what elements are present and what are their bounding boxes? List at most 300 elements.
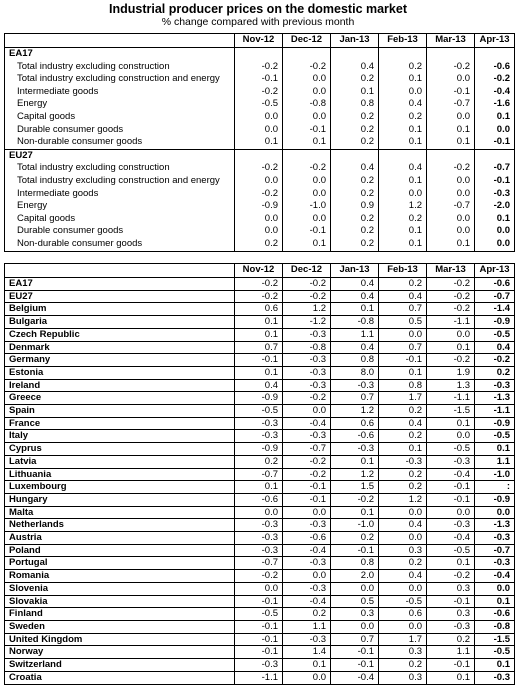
value-cell: -2.0 <box>475 200 515 213</box>
row-label: Total industry excluding construction <box>5 162 235 175</box>
value-cell: 0.2 <box>331 136 379 149</box>
value-cell: -0.3 <box>283 379 331 392</box>
value-cell: -0.9 <box>235 200 283 213</box>
month-header: Dec-12 <box>283 34 331 48</box>
value-cell: -0.1 <box>283 225 331 238</box>
value-cell: 0.1 <box>283 238 331 251</box>
group-empty-cell <box>235 48 283 61</box>
value-cell: 0.1 <box>235 136 283 149</box>
value-cell: -0.8 <box>283 341 331 354</box>
table-row <box>5 582 515 595</box>
value-cell: 0.2 <box>331 175 379 188</box>
value-cell: -1.4 <box>475 303 515 316</box>
value-cell: 0.7 <box>379 341 427 354</box>
value-cell: -1.0 <box>475 468 515 481</box>
value-cell: 0.1 <box>427 124 475 137</box>
value-cell: -0.1 <box>235 595 283 608</box>
row-label: Durable consumer goods <box>5 124 235 137</box>
value-cell: 0.0 <box>283 405 331 418</box>
value-cell: -0.1 <box>427 481 475 494</box>
value-cell: -0.6 <box>475 608 515 621</box>
table-row <box>5 595 515 608</box>
value-cell: -0.2 <box>427 61 475 74</box>
value-cell: -0.3 <box>283 519 331 532</box>
table-row <box>5 646 515 659</box>
table-row <box>5 493 515 506</box>
value-cell: -0.3 <box>283 633 331 646</box>
value-cell: 0.4 <box>475 341 515 354</box>
table-row <box>5 532 515 545</box>
value-cell: -0.3 <box>331 379 379 392</box>
table-row <box>5 73 515 86</box>
value-cell: 0.0 <box>283 671 331 684</box>
table-row <box>5 354 515 367</box>
value-cell: 0.0 <box>427 506 475 519</box>
value-cell: -1.1 <box>235 671 283 684</box>
value-cell: -0.2 <box>475 73 515 86</box>
value-cell: -0.1 <box>427 659 475 672</box>
table-row <box>5 544 515 557</box>
value-cell: -0.1 <box>283 481 331 494</box>
value-cell: -0.3 <box>235 417 283 430</box>
value-cell: 1.1 <box>331 328 379 341</box>
value-cell: 0.2 <box>379 405 427 418</box>
value-cell: 1.2 <box>283 303 331 316</box>
value-cell: 1.7 <box>379 633 427 646</box>
row-label: Energy <box>5 200 235 213</box>
country-label: EU27 <box>5 290 235 303</box>
value-cell: -0.3 <box>427 620 475 633</box>
value-cell: 0.4 <box>379 519 427 532</box>
table-row <box>5 200 515 213</box>
value-cell: -0.7 <box>235 468 283 481</box>
table-row <box>5 468 515 481</box>
value-cell: -1.2 <box>283 316 331 329</box>
value-cell: 0.0 <box>283 175 331 188</box>
group-empty-cell <box>331 48 379 61</box>
value-cell: 0.1 <box>283 659 331 672</box>
value-cell: -0.2 <box>427 354 475 367</box>
table-row <box>5 213 515 226</box>
group-empty-cell <box>475 149 515 162</box>
value-cell: -0.2 <box>427 303 475 316</box>
table-row <box>5 61 515 74</box>
value-cell: -0.5 <box>475 430 515 443</box>
country-label: Lithuania <box>5 468 235 481</box>
table-row <box>5 620 515 633</box>
value-cell: 0.0 <box>379 620 427 633</box>
group-empty-cell <box>283 48 331 61</box>
value-cell: 1.1 <box>427 646 475 659</box>
value-cell: -0.1 <box>475 175 515 188</box>
value-cell: -1.3 <box>475 519 515 532</box>
table-row <box>5 225 515 238</box>
table-row <box>5 162 515 175</box>
value-cell: 0.1 <box>427 238 475 251</box>
value-cell: 1.7 <box>379 392 427 405</box>
value-cell: 0.2 <box>331 124 379 137</box>
value-cell: -0.1 <box>379 354 427 367</box>
table-row <box>5 98 515 111</box>
country-label: Finland <box>5 608 235 621</box>
value-cell: 0.7 <box>379 303 427 316</box>
value-cell: -0.1 <box>235 73 283 86</box>
value-cell: 0.0 <box>427 328 475 341</box>
table-row <box>5 111 515 124</box>
value-cell: 1.5 <box>331 481 379 494</box>
value-cell: 0.4 <box>331 290 379 303</box>
value-cell: 0.1 <box>475 213 515 226</box>
table-row <box>5 405 515 418</box>
value-cell: 0.0 <box>475 582 515 595</box>
table-row <box>5 124 515 137</box>
value-cell: 0.2 <box>331 238 379 251</box>
country-label: Luxembourg <box>5 481 235 494</box>
aggregates-table <box>4 33 515 252</box>
country-label: Netherlands <box>5 519 235 532</box>
value-cell: 0.1 <box>427 671 475 684</box>
value-cell: -0.5 <box>235 405 283 418</box>
value-cell: 0.4 <box>379 417 427 430</box>
country-label: Switzerland <box>5 659 235 672</box>
value-cell: 0.4 <box>379 570 427 583</box>
country-label: Greece <box>5 392 235 405</box>
value-cell: 1.1 <box>475 455 515 468</box>
value-cell: 0.1 <box>475 443 515 456</box>
table-row <box>5 366 515 379</box>
value-cell: -0.2 <box>283 278 331 291</box>
value-cell: -0.1 <box>427 595 475 608</box>
table-row <box>5 316 515 329</box>
value-cell: -0.3 <box>235 544 283 557</box>
value-cell: 0.1 <box>379 366 427 379</box>
value-cell: -0.7 <box>427 200 475 213</box>
value-cell: 0.1 <box>235 328 283 341</box>
value-cell: 0.1 <box>427 417 475 430</box>
value-cell: 0.0 <box>283 73 331 86</box>
group-empty-cell <box>379 149 427 162</box>
value-cell: 0.2 <box>379 213 427 226</box>
value-cell: 0.2 <box>379 61 427 74</box>
value-cell: -1.3 <box>475 392 515 405</box>
table-row <box>5 175 515 188</box>
table-row <box>5 633 515 646</box>
value-cell: -0.1 <box>235 633 283 646</box>
value-cell: 0.5 <box>379 316 427 329</box>
value-cell: 0.1 <box>331 506 379 519</box>
value-cell: -0.3 <box>475 557 515 570</box>
month-header: Nov-12 <box>235 34 283 48</box>
value-cell: 0.0 <box>283 570 331 583</box>
country-label: United Kingdom <box>5 633 235 646</box>
value-cell: -0.5 <box>235 98 283 111</box>
country-label: Poland <box>5 544 235 557</box>
value-cell: 0.0 <box>427 111 475 124</box>
value-cell: 0.0 <box>235 111 283 124</box>
row-label: Total industry excluding construction and energy <box>5 73 235 86</box>
value-cell: -0.1 <box>331 659 379 672</box>
value-cell: 0.3 <box>379 671 427 684</box>
table-row <box>5 443 515 456</box>
table-row <box>5 481 515 494</box>
group-label: EU27 <box>5 149 235 162</box>
country-label: Italy <box>5 430 235 443</box>
country-label: Bulgaria <box>5 316 235 329</box>
value-cell: -0.9 <box>235 392 283 405</box>
value-cell: -0.7 <box>475 544 515 557</box>
value-cell: -0.8 <box>283 98 331 111</box>
value-cell: 0.5 <box>331 595 379 608</box>
value-cell: 0.8 <box>331 98 379 111</box>
value-cell: 0.0 <box>379 506 427 519</box>
value-cell: -0.1 <box>427 86 475 99</box>
value-cell: -0.5 <box>475 328 515 341</box>
value-cell: -0.7 <box>235 557 283 570</box>
value-cell: -0.3 <box>475 532 515 545</box>
value-cell: 1.2 <box>331 405 379 418</box>
value-cell: 0.0 <box>427 188 475 201</box>
group-empty-cell <box>235 149 283 162</box>
value-cell: 0.1 <box>379 175 427 188</box>
value-cell: -0.3 <box>427 519 475 532</box>
table-row <box>5 136 515 149</box>
value-cell: -0.2 <box>235 570 283 583</box>
value-cell: 0.0 <box>235 506 283 519</box>
value-cell: -0.3 <box>283 328 331 341</box>
value-cell: -0.8 <box>475 620 515 633</box>
value-cell: 0.4 <box>379 162 427 175</box>
value-cell: 0.2 <box>331 225 379 238</box>
value-cell: -0.9 <box>235 443 283 456</box>
value-cell: 0.2 <box>379 557 427 570</box>
row-label: Durable consumer goods <box>5 225 235 238</box>
table-row <box>5 303 515 316</box>
value-cell: -0.2 <box>235 86 283 99</box>
month-header: Feb-13 <box>379 34 427 48</box>
value-cell: 0.6 <box>331 417 379 430</box>
header-row <box>5 34 515 48</box>
value-cell: -0.6 <box>235 493 283 506</box>
country-label: Norway <box>5 646 235 659</box>
country-label: Germany <box>5 354 235 367</box>
countries-table <box>4 263 515 685</box>
country-label: Spain <box>5 405 235 418</box>
country-label: Ireland <box>5 379 235 392</box>
value-cell: -0.4 <box>427 532 475 545</box>
country-label: Denmark <box>5 341 235 354</box>
value-cell: 0.1 <box>379 73 427 86</box>
group-empty-cell <box>331 149 379 162</box>
value-cell: 0.0 <box>235 175 283 188</box>
value-cell: -0.4 <box>475 86 515 99</box>
country-label: Sweden <box>5 620 235 633</box>
value-cell: 0.2 <box>379 430 427 443</box>
document-subtitle: % change compared with previous month <box>161 16 355 28</box>
value-cell: -1.1 <box>427 392 475 405</box>
month-header: Feb-13 <box>379 264 427 278</box>
value-cell: -0.9 <box>475 417 515 430</box>
value-cell: -0.7 <box>475 290 515 303</box>
row-label: Non-durable consumer goods <box>5 136 235 149</box>
value-cell: 0.0 <box>283 188 331 201</box>
value-cell: -0.3 <box>235 519 283 532</box>
value-cell: -0.2 <box>283 162 331 175</box>
value-cell: -0.8 <box>331 316 379 329</box>
value-cell: -0.1 <box>283 493 331 506</box>
value-cell: 0.4 <box>331 278 379 291</box>
table-row <box>5 238 515 251</box>
value-cell: 0.1 <box>475 595 515 608</box>
country-label: Portugal <box>5 557 235 570</box>
value-cell: -0.1 <box>331 646 379 659</box>
value-cell: -0.2 <box>235 188 283 201</box>
value-cell: 0.0 <box>427 213 475 226</box>
value-cell: 0.7 <box>331 392 379 405</box>
value-cell: -0.6 <box>475 61 515 74</box>
table-row <box>5 278 515 291</box>
table-row <box>5 671 515 684</box>
value-cell: -0.2 <box>235 278 283 291</box>
value-cell: 0.1 <box>427 136 475 149</box>
value-cell: 0.2 <box>379 481 427 494</box>
value-cell: -0.2 <box>427 290 475 303</box>
table-row <box>5 506 515 519</box>
value-cell: -0.2 <box>283 468 331 481</box>
value-cell: 0.0 <box>379 188 427 201</box>
value-cell: -0.5 <box>235 608 283 621</box>
value-cell: 0.0 <box>331 582 379 595</box>
value-cell: -0.3 <box>283 366 331 379</box>
month-header: Jan-13 <box>331 34 379 48</box>
value-cell: -0.2 <box>427 570 475 583</box>
header-blank-cell <box>5 34 235 48</box>
header-blank-cell <box>5 264 235 278</box>
value-cell: -0.4 <box>427 468 475 481</box>
document-title: Industrial producer prices on the domestic market <box>109 2 407 16</box>
value-cell: -1.6 <box>475 98 515 111</box>
value-cell: 0.3 <box>331 608 379 621</box>
month-header: Apr-13 <box>475 34 515 48</box>
value-cell: 0.4 <box>331 162 379 175</box>
value-cell: 0.1 <box>379 124 427 137</box>
value-cell: 0.2 <box>379 278 427 291</box>
value-cell: 0.2 <box>331 213 379 226</box>
value-cell: -0.4 <box>283 595 331 608</box>
value-cell: 8.0 <box>331 366 379 379</box>
value-cell: 0.0 <box>379 328 427 341</box>
row-label: Non-durable consumer goods <box>5 238 235 251</box>
month-header: Mar-13 <box>427 34 475 48</box>
value-cell: -0.1 <box>235 354 283 367</box>
value-cell: 0.2 <box>331 73 379 86</box>
country-label: Cyprus <box>5 443 235 456</box>
value-cell: 0.2 <box>427 633 475 646</box>
value-cell: 0.0 <box>235 213 283 226</box>
value-cell: -0.2 <box>283 392 331 405</box>
value-cell: -0.2 <box>283 61 331 74</box>
group-label: EA17 <box>5 48 235 61</box>
country-label: Slovenia <box>5 582 235 595</box>
value-cell: -0.6 <box>283 532 331 545</box>
value-cell: 0.3 <box>379 544 427 557</box>
month-header: Jan-13 <box>331 264 379 278</box>
row-label: Capital goods <box>5 111 235 124</box>
value-cell: 0.0 <box>235 124 283 137</box>
country-label: Czech Republic <box>5 328 235 341</box>
value-cell: 0.0 <box>475 506 515 519</box>
value-cell: -0.2 <box>235 162 283 175</box>
value-cell: 0.0 <box>427 175 475 188</box>
value-cell: -0.1 <box>427 493 475 506</box>
value-cell: 0.0 <box>283 111 331 124</box>
value-cell: 0.1 <box>235 316 283 329</box>
value-cell: -0.2 <box>427 278 475 291</box>
value-cell: 0.3 <box>379 646 427 659</box>
value-cell: -0.2 <box>331 493 379 506</box>
table-row <box>5 659 515 672</box>
value-cell: 0.2 <box>331 188 379 201</box>
month-header: Nov-12 <box>235 264 283 278</box>
value-cell: -0.2 <box>283 455 331 468</box>
value-cell: 0.7 <box>235 341 283 354</box>
country-label: Estonia <box>5 366 235 379</box>
row-label: Total industry excluding construction <box>5 61 235 74</box>
value-cell: -0.1 <box>475 136 515 149</box>
value-cell: 0.6 <box>235 303 283 316</box>
value-cell: -0.3 <box>475 379 515 392</box>
value-cell: -0.3 <box>235 532 283 545</box>
value-cell: -1.0 <box>283 200 331 213</box>
value-cell: 0.2 <box>331 532 379 545</box>
value-cell: -0.3 <box>379 455 427 468</box>
table-row <box>5 557 515 570</box>
value-cell: : <box>475 481 515 494</box>
value-cell: 0.2 <box>235 455 283 468</box>
value-cell: 1.1 <box>283 620 331 633</box>
value-cell: 0.1 <box>331 455 379 468</box>
value-cell: 0.0 <box>427 225 475 238</box>
value-cell: -0.3 <box>427 455 475 468</box>
value-cell: -0.2 <box>235 61 283 74</box>
country-label: Belgium <box>5 303 235 316</box>
month-header: Mar-13 <box>427 264 475 278</box>
value-cell: 0.1 <box>379 136 427 149</box>
value-cell: 0.4 <box>235 379 283 392</box>
month-header: Dec-12 <box>283 264 331 278</box>
value-cell: 0.4 <box>379 98 427 111</box>
value-cell: 0.0 <box>475 225 515 238</box>
value-cell: -0.6 <box>331 430 379 443</box>
value-cell: -0.3 <box>475 188 515 201</box>
country-label: Austria <box>5 532 235 545</box>
table-row <box>5 608 515 621</box>
value-cell: -0.3 <box>283 354 331 367</box>
row-label: Intermediate goods <box>5 86 235 99</box>
value-cell: 1.2 <box>379 493 427 506</box>
row-label: Intermediate goods <box>5 188 235 201</box>
value-cell: 0.7 <box>331 633 379 646</box>
table-row <box>5 188 515 201</box>
value-cell: 0.2 <box>379 468 427 481</box>
value-cell: 1.3 <box>427 379 475 392</box>
value-cell: -0.9 <box>475 493 515 506</box>
value-cell: 0.0 <box>283 86 331 99</box>
value-cell: -0.3 <box>475 671 515 684</box>
value-cell: 0.1 <box>379 225 427 238</box>
value-cell: 1.2 <box>331 468 379 481</box>
value-cell: -0.1 <box>331 544 379 557</box>
value-cell: -0.4 <box>475 570 515 583</box>
